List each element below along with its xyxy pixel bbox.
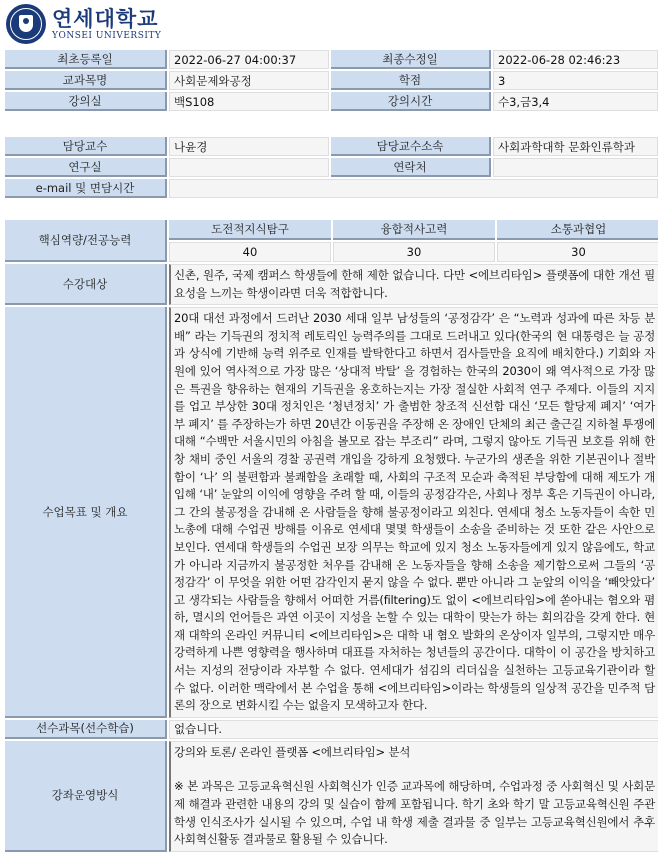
competency-label: 핵심역량/전공능력	[5, 220, 167, 262]
table-row	[5, 741, 658, 852]
credits-value: 3	[493, 71, 658, 90]
professor-affiliation-value: 사회과학대학 문화인류학과	[493, 137, 658, 156]
prerequisite-value: 없습니다.	[169, 720, 658, 739]
course-name-value: 사회문제와공정	[169, 71, 329, 90]
table-row	[5, 220, 658, 240]
method-value	[169, 741, 658, 852]
course-info-table	[3, 48, 658, 113]
contact-label: 연락처	[331, 158, 491, 177]
competency-header-1: 도전적지식탐구	[169, 220, 331, 240]
class-time-value: 수3,금3,4	[493, 92, 658, 111]
professor-name-label: 담당교수	[5, 137, 167, 156]
classroom-value: 백S108	[169, 92, 329, 111]
method-label: 강좌운영방식	[5, 741, 167, 852]
table-row	[5, 92, 658, 111]
competency-value-3: 30	[497, 242, 658, 262]
course-detail-table	[3, 218, 658, 854]
last-modified-label: 최종수정일	[331, 50, 491, 69]
logo-korean-name: 연세대학교	[52, 6, 159, 31]
target-value: 신촌, 원주, 국제 캠퍼스 학생들에 한해 제한 없습니다. 다만 <에브리타임> 플랫폼에 대한 개선 필요성을 느끼는 학생이라면 더욱 적합합니다.	[169, 264, 658, 305]
competency-header-3: 소통과협업	[497, 220, 658, 240]
university-logo	[6, 2, 161, 46]
table-row	[5, 179, 658, 198]
university-seal-icon	[6, 4, 46, 44]
table-row	[5, 71, 658, 90]
competency-header-2: 융합적사고력	[333, 220, 495, 240]
table-row	[5, 158, 658, 177]
last-modified-value: 2022-06-28 02:46:23	[493, 50, 658, 69]
office-value	[169, 158, 329, 177]
table-row	[5, 50, 658, 69]
contact-value	[493, 158, 658, 177]
logo-english-name: YONSEI UNIVERSITY	[52, 30, 162, 41]
prerequisite-label: 선수과목(선수학습)	[5, 720, 167, 739]
competency-value-1: 40	[169, 242, 331, 262]
professor-affiliation-label: 담당교수소속	[331, 137, 491, 156]
target-label: 수강대상	[5, 264, 167, 305]
class-time-label: 강의시간	[331, 92, 491, 111]
first-registered-label: 최초등록일	[5, 50, 167, 69]
method-line-2: ※ 본 과목은 고등교육혁신원 사회혁신가 인증 교과목에 해당하며, 수업과정 중 사회혁신 및 사회문제 해결과 관련한 내용의 강의 및 실습이 함께 포함됩니다. 학기 초와 학기 말 고등교육혁신원 주관 학생 인식조사가 실시될 수 있으며, 수업 내 학생 제출 결과물 중 일부는 고등교육혁신원에서 추후 사회혁신활동 결과물로 활용될 수 있습니다.	[174, 779, 655, 847]
professor-name-value: 나윤경	[169, 137, 329, 156]
classroom-label: 강의실	[5, 92, 167, 111]
table-row	[5, 307, 658, 718]
email-value	[169, 179, 658, 198]
table-row	[5, 137, 658, 156]
objectives-value: 20대 대선 과정에서 드러난 2030 세대 일부 남성들의 ‘공정감각’ 은 “노력과 성과에 따른 차등 분배” 라는 기득권의 정치적 레토릭인 능력주의를 그대로 드러내고 있다(한국의 현 대통령은 늘 공정과 상식에 기반해 능력 위주로 인재를 발탁한다고 하면서 검사들만을 요직에 배치한다.) 기회와 자원에 있어 역사적으로 가장 많은 ‘상대적 박탈’ 을 경험하는 한국의 2030이 왜 역사적으로 가장 많은 특권을 향유하는 현재의 기득권을 옹호하는지는 가장 절실한 사회적 연구 주제다. 이들의 지지를 업고 부상한 30대 정치인은 ‘청년정치’ 가 출범한 창조적 신선함 대신 ‘모든 할당제 폐지’ ‘여가부 폐지’ 를 주장하는가 하면 20년간 이동권을 주장해 온 장애인 단체의 최근 출근길 지하철 투쟁에 대해 “수백만 서울시민의 아침을 볼모로 잡는 부조리” 라며, 그렇지 않아도 기득권 보호를 위해 한창 채비 중인 서울의 경찰 공권력 개입을 강하게 요청했다. 누군가의 생존을 위한 기본권이나 절박함이 ‘나’ 의 불편함과 불쾌함을 초래할 때, 사회의 구조적 모순과 축적된 부당함에 대해 제도가 개입해 ‘내’ 눈앞의 이익에 영향을 주려 할 때, 이들의 공정감각은, 사회나 정부 혹은 기득권이 아니라, 그 간의 불공정을 감내해 온 사람들을 향해 불공정이라고 외친다. 연세대 청소 노동자들이 속한 민노총에 대해 수업권 방해를 이유로 연세대 몇몇 학생들이 소송을 준비하는 것 또한 같은 사안으로 보인다. 연세대 학생들의 수업권 보장 의무는 학교에 있지 청소 노동자들에게 있지 않음에도, 학교가 아니라 지금까지 불공정한 처우를 감내해 온 노동자들을 향해 소송을 제기함으로써 그들의 ‘공정감각’ 이 무엇을 위한 어떤 감각인지 묻지 않을 수 없다. 뿐만 아니라 그 눈앞의 이익을 ‘빼앗았다’ 고 생각되는 사람들을 향해서 어떠한 거름(filtering)도 없이 <에브리타임>에 쏟아내는 혐오와 폄하, 멸시의 언어들은 과연 이곳이 지성을 논할 수 있는 대학이 맞는가 하는 회의감을 갖게 한다. 현재 대학의 온라인 커뮤니티 <에브리타임>은 대학 내 혐오 발화의 온상이자 일부의, 그렇지만 매우 강력하게 나쁜 영향력을 행사하며 대표를 자처하는 청년들의 공간이다. 대학이 이 공간을 방치하고서는 지성의 전당이라 자부할 수 없다. 연세대가 섬김의 리더십을 실천하는 고등교육기관이라 할 수 없다. 이러한 맥락에서 본 수업을 통해 <에브리타임>이라는 학생들의 일상적 공간을 민주적 담론의 장으로 변화시킬 수는 없을지 모색하고자 한다.	[169, 307, 658, 718]
email-label: e-mail 및 면담시간	[5, 179, 167, 198]
table-row	[5, 264, 658, 305]
credits-label: 학점	[331, 71, 491, 90]
course-name-label: 교과목명	[5, 71, 167, 90]
first-registered-value: 2022-06-27 04:00:37	[169, 50, 329, 69]
office-label: 연구실	[5, 158, 167, 177]
objectives-label: 수업목표 및 개요	[5, 307, 167, 718]
method-line-1: 강의와 토론/ 온라인 플랫폼 <에브리타임> 분석	[174, 744, 411, 759]
competency-value-2: 30	[333, 242, 495, 262]
professor-info-table	[3, 135, 658, 200]
table-row	[5, 720, 658, 739]
